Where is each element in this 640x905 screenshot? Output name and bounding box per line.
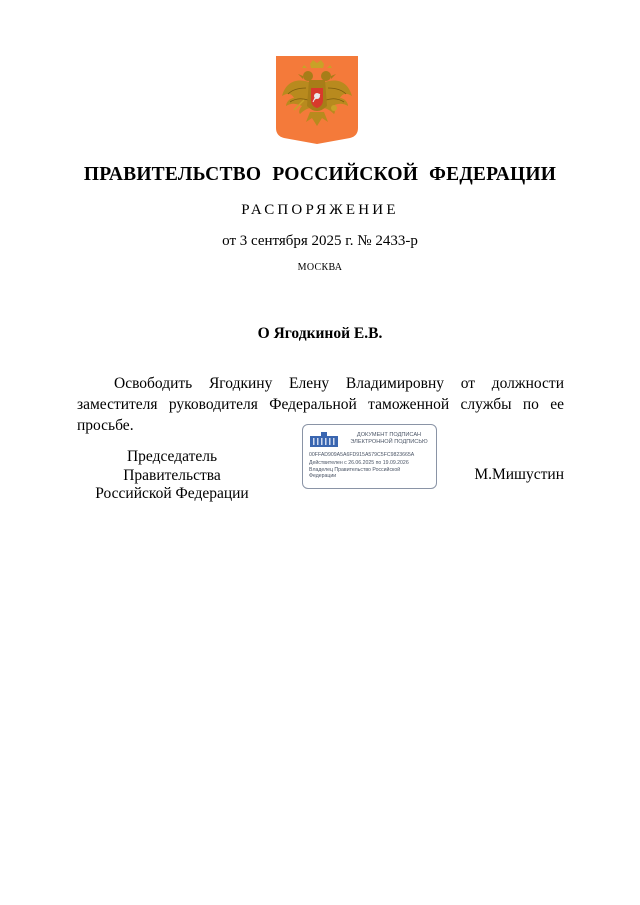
document-date-number: от 3 сентября 2025 г. № 2433-р <box>222 233 418 249</box>
stamp-heading <box>343 432 435 446</box>
stamp-validity: Действителен с 26.06.2025 по 19.09.2026 <box>309 460 409 466</box>
coat-of-arms-icon <box>276 56 358 144</box>
stamp-heading-line1: ДОКУМЕНТ ПОДПИСАН <box>356 432 422 438</box>
signer-position-line2: Российской Федерации <box>95 485 249 502</box>
signer-position <box>77 448 267 504</box>
document-subject: О Ягодкиной Е.В. <box>257 325 383 342</box>
government-title: ПРАВИТЕЛЬСТВО РОССИЙСКОЙ ФЕДЕРАЦИИ <box>83 164 557 185</box>
signer-position-line1: Председатель Правительства <box>123 448 221 484</box>
government-building-icon <box>309 431 339 448</box>
stamp-owner: Владелец Правительство Российской Федерации <box>309 467 401 480</box>
stamp-certificate: 00FFAD909A5A6FD915A579C5FC9823665A <box>309 452 415 458</box>
stamp-heading-line2: ЭЛЕКТРОННОЙ ПОДПИСЬЮ <box>350 439 428 445</box>
document-city: МОСКВА <box>297 262 343 273</box>
signer-name: М.Мишустин <box>474 466 564 483</box>
document-type: РАСПОРЯЖЕНИЕ <box>241 202 399 218</box>
document-body: Освободить Ягодкину Елену Владимировну от должности заместителя руководителя Федеральной таможенной службы по ее просьбе. <box>77 375 564 434</box>
electronic-signature-stamp <box>302 424 437 489</box>
